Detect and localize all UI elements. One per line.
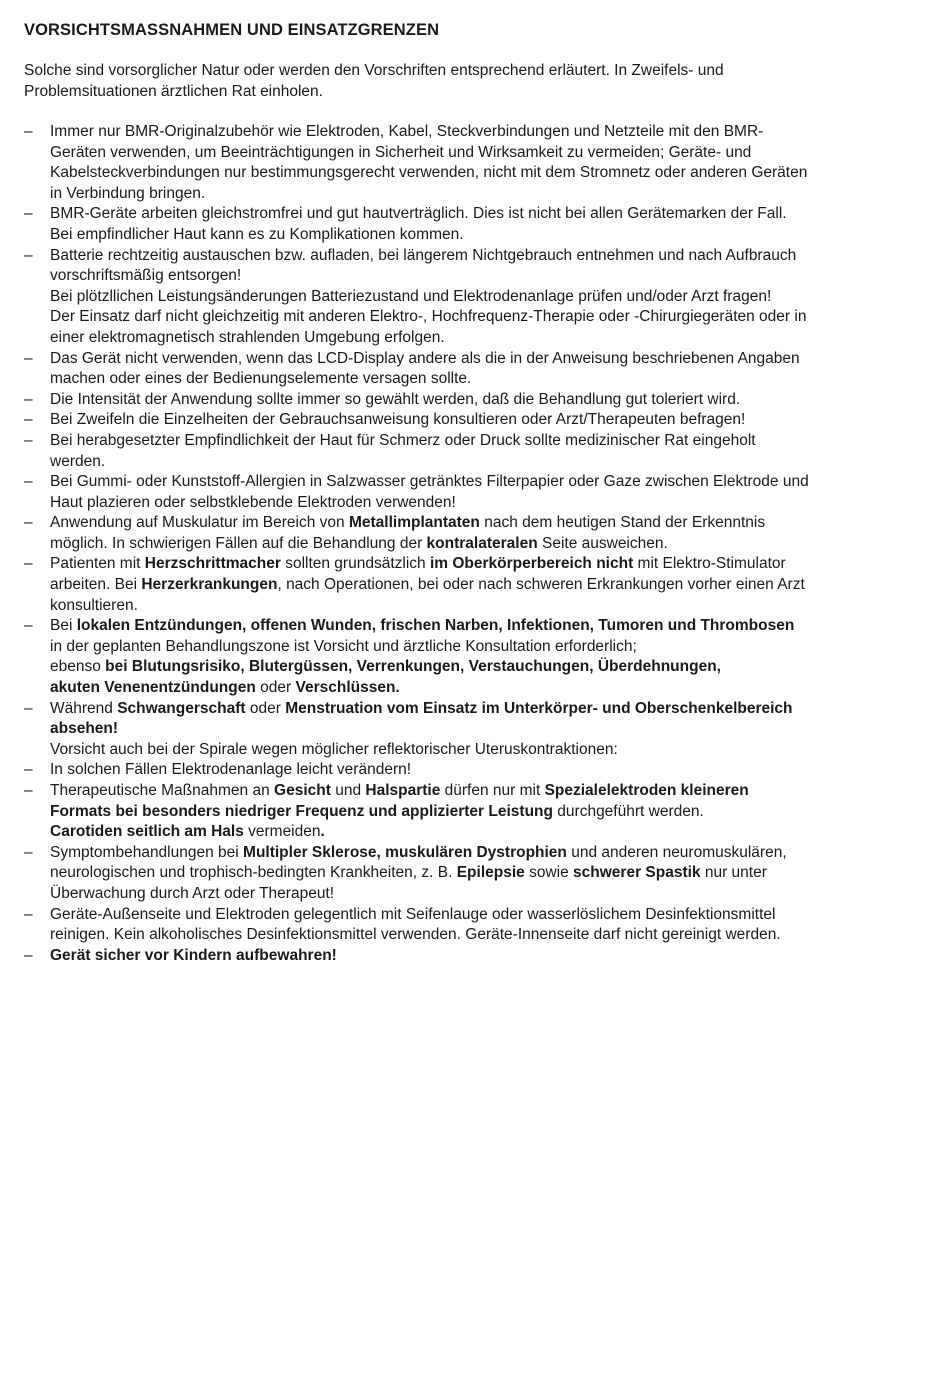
bold-run: . bbox=[320, 823, 325, 841]
item-line: Bei Gummi- oder Kunststoff-Allergien in Salzwasser getränktes Filterpapier oder Gaze zwischen Elektrode und bbox=[50, 473, 809, 491]
item-line bbox=[50, 678, 924, 699]
bullet-dash: – bbox=[24, 246, 33, 264]
list-item bbox=[24, 122, 924, 204]
bullet-dash: – bbox=[24, 349, 33, 367]
item-line bbox=[50, 946, 924, 967]
item-line bbox=[50, 822, 924, 843]
item-line bbox=[50, 699, 924, 720]
item-line: Überwachung durch Arzt oder Therapeut! bbox=[50, 884, 335, 902]
bold-run: bei Blutungsrisiko, Blutergüssen, Verrenkungen, Verstauchungen, Überdehnungen, bbox=[105, 658, 721, 676]
item-line: Bei empfindlicher Haut kann es zu Komplikationen kommen. bbox=[50, 225, 464, 243]
bold-run: Verschlüssen. bbox=[295, 679, 400, 697]
bold-run: Spezialelektroden kleineren bbox=[544, 782, 749, 799]
list-item bbox=[24, 946, 924, 967]
text-run: ebenso bbox=[50, 658, 106, 676]
item-line: Haut plazieren oder selbstklebende Elektroden verwenden! bbox=[50, 493, 456, 511]
bold-run: Multipler Sklerose, muskulären Dystrophien bbox=[243, 843, 567, 861]
text-run: Symptombehandlungen bei bbox=[50, 843, 244, 861]
item-line: BMR-Geräte arbeiten gleichstromfrei und gut hautverträglich. Dies ist nicht bei allen Gerätemarken der Fall. bbox=[50, 205, 787, 223]
item-line: Bei plötzllichen Leistungsänderungen Batteriezustand und Elektrodenanlage prüfen und/oder Arzt fragen! bbox=[50, 287, 772, 305]
bullet-dash: – bbox=[24, 473, 33, 491]
list-item bbox=[24, 554, 924, 616]
item-line: konsultieren. bbox=[50, 596, 138, 614]
bold-run: akuten Venenentzündungen bbox=[50, 679, 256, 697]
list-item bbox=[24, 843, 924, 905]
bullet-dash: – bbox=[24, 390, 33, 408]
text-run: nach dem heutigen Stand der Erkenntnis bbox=[479, 514, 766, 532]
item-line bbox=[50, 719, 924, 740]
item-line bbox=[50, 657, 924, 678]
text-run: dürfen nur mit bbox=[440, 782, 545, 799]
text-run: Patienten mit bbox=[50, 555, 145, 573]
item-line: werden. bbox=[50, 452, 106, 470]
item-line: vorschriftsmäßig entsorgen! bbox=[50, 267, 242, 285]
item-line: Geräten verwenden, um Beeinträchtigungen in Sicherheit und Wirksamkeit zu vermeiden; Geräte- und bbox=[50, 143, 752, 161]
bullet-dash: – bbox=[24, 123, 33, 140]
text-run: oder bbox=[245, 699, 286, 717]
text-run: Bei bbox=[50, 617, 77, 635]
document-title: VORSICHTSMASSNAHMEN UND EINSATZGRENZEN bbox=[24, 21, 440, 39]
item-line: einer elektromagnetisch strahlenden Umgebung erfolgen. bbox=[50, 328, 445, 346]
text-run: mit Elektro-Stimulator bbox=[633, 555, 786, 573]
list-item bbox=[24, 410, 924, 431]
text-run: durchgeführt werden. bbox=[552, 802, 704, 820]
text-run: und bbox=[330, 782, 366, 799]
bold-run: Herzerkrankungen bbox=[141, 576, 278, 594]
text-run: oder bbox=[255, 679, 296, 697]
bullet-dash: – bbox=[24, 905, 33, 923]
bold-run: lokalen Entzündungen, offenen Wunden, frischen Narben, Infektionen, Tumoren und Thrombosen bbox=[76, 617, 795, 635]
item-line: Vorsicht auch bei der Spirale wegen möglicher reflektorischer Uteruskontraktionen: bbox=[50, 740, 618, 758]
list-item bbox=[24, 616, 924, 698]
text-run: vermeiden bbox=[243, 823, 321, 841]
bullet-dash: – bbox=[24, 411, 33, 429]
bullet-dash: – bbox=[24, 514, 33, 532]
item-line bbox=[50, 802, 924, 823]
bullet-dash: – bbox=[24, 843, 33, 861]
intro-line: Problemsituationen ärztlichen Rat einholen. bbox=[24, 82, 323, 100]
text-run: neurologischen und trophisch-bedingten Krankheiten, z. B. bbox=[50, 864, 457, 882]
bullet-dash: – bbox=[24, 555, 33, 573]
item-line bbox=[50, 616, 924, 637]
text-run: sowie bbox=[524, 864, 574, 882]
item-line: Bei Zweifeln die Einzelheiten der Gebrauchsanweisung konsultieren oder Arzt/Therapeuten befragen! bbox=[50, 411, 746, 429]
item-line bbox=[50, 863, 924, 884]
list-item bbox=[24, 781, 924, 843]
bold-run: Epilepsie bbox=[456, 864, 525, 882]
item-line: in der geplanten Behandlungszone ist Vorsicht und ärztliche Konsultation erforderlich; bbox=[50, 637, 637, 655]
list-item bbox=[24, 472, 924, 513]
list-item bbox=[24, 760, 924, 781]
text-run: , nach Operationen, bei oder nach schweren Erkrankungen vorher einen Arzt bbox=[277, 576, 805, 594]
bold-run: Menstruation vom Einsatz im Unterkörper- und Oberschenkelbereich bbox=[285, 699, 793, 717]
text-run: möglich. In schwierigen Fällen auf die Behandlung der bbox=[50, 534, 427, 552]
text-run: sollten grundsätzlich bbox=[280, 555, 430, 573]
item-line bbox=[50, 781, 924, 802]
item-line bbox=[50, 554, 924, 575]
bold-run: Gerät sicher vor Kindern aufbewahren! bbox=[50, 946, 337, 964]
bullet-dash: – bbox=[24, 431, 33, 449]
bullet-dash: – bbox=[24, 617, 33, 635]
list-item bbox=[24, 204, 924, 245]
bullet-dash: – bbox=[24, 761, 33, 779]
item-line bbox=[50, 513, 924, 534]
bullet-dash: – bbox=[24, 782, 33, 799]
list-item bbox=[24, 905, 924, 946]
bullet-dash: – bbox=[24, 946, 33, 964]
text-run: Therapeutische Maßnahmen an bbox=[50, 782, 275, 799]
text-run: Anwendung auf Muskulatur im Bereich von bbox=[50, 514, 349, 532]
item-line: reinigen. Kein alkoholisches Desinfektionsmittel verwenden. Geräte-Innenseite darf nicht gereinigt werden. bbox=[50, 926, 781, 944]
item-line: In solchen Fällen Elektrodenanlage leicht verändern! bbox=[50, 761, 412, 779]
bullet-dash: – bbox=[24, 205, 33, 223]
list-item bbox=[24, 699, 924, 761]
bold-run: schwerer Spastik bbox=[573, 864, 701, 882]
item-line: Immer nur BMR-Originalzubehör wie Elektroden, Kabel, Steckverbindungen und Netzteile mit den BMR- bbox=[50, 123, 764, 140]
bullet-dash: – bbox=[24, 699, 33, 717]
bold-run: Gesicht bbox=[274, 782, 331, 799]
item-line bbox=[50, 843, 924, 864]
item-line bbox=[50, 575, 924, 596]
text-run: nur unter bbox=[700, 864, 767, 882]
text-run: und anderen neuromuskulären, bbox=[566, 843, 787, 861]
list-item bbox=[24, 349, 924, 390]
item-line: Kabelsteckverbindungen nur bestimmungsgerecht verwenden, nicht mit dem Stromnetz oder anderen Geräten bbox=[50, 164, 808, 182]
bold-run: Metallimplantaten bbox=[348, 514, 480, 532]
bold-run: Halspartie bbox=[365, 782, 441, 799]
text-run: Seite ausweichen. bbox=[537, 534, 668, 552]
bold-run: absehen! bbox=[50, 720, 119, 738]
item-line: Der Einsatz darf nicht gleichzeitig mit anderen Elektro-, Hochfrequenz-Therapie oder -Chirurgiegeräten oder in bbox=[50, 308, 807, 326]
item-line: Bei herabgesetzter Empfindlichkeit der Haut für Schmerz oder Druck sollte medizinischer Rat eingeholt bbox=[50, 431, 756, 449]
item-line: Batterie rechtzeitig austauschen bzw. aufladen, bei längerem Nichtgebrauch entnehmen und nach Aufbrauch bbox=[50, 246, 797, 264]
list-item bbox=[24, 246, 924, 349]
item-line: Die Intensität der Anwendung sollte immer so gewählt werden, daß die Behandlung gut toleriert wird. bbox=[50, 390, 741, 408]
item-line: Das Gerät nicht verwenden, wenn das LCD-Display andere als die in der Anweisung beschriebenen Angaben bbox=[50, 349, 800, 367]
bold-run: kontralateralen bbox=[426, 534, 538, 552]
bold-run: Herzschrittmacher bbox=[144, 555, 281, 573]
text-run: arbeiten. Bei bbox=[50, 576, 142, 594]
list-item bbox=[24, 431, 924, 472]
item-line: in Verbindung bringen. bbox=[50, 184, 206, 202]
list-item bbox=[24, 390, 924, 411]
text-run: Während bbox=[50, 699, 118, 717]
bold-run: Carotiden seitlich am Hals bbox=[50, 823, 244, 841]
item-line: Geräte-Außenseite und Elektroden gelegentlich mit Seifenlauge oder wasserlöslichem Desinfektionsmittel bbox=[50, 905, 776, 923]
bold-run: Schwangerschaft bbox=[117, 699, 246, 717]
bold-run: Formats bei besonders niedriger Frequenz und applizierter Leistung bbox=[50, 802, 553, 820]
list-item bbox=[24, 513, 924, 554]
bold-run: im Oberkörperbereich nicht bbox=[429, 555, 634, 573]
item-line bbox=[50, 534, 924, 555]
intro-paragraph bbox=[24, 61, 924, 102]
intro-line: Solche sind vorsorglicher Natur oder werden den Vorschriften entsprechend erläutert. In Zweifels- und bbox=[24, 62, 724, 79]
item-line: machen oder eines der Bedienungselemente versagen sollte. bbox=[50, 370, 472, 388]
precautions-list bbox=[24, 122, 924, 966]
